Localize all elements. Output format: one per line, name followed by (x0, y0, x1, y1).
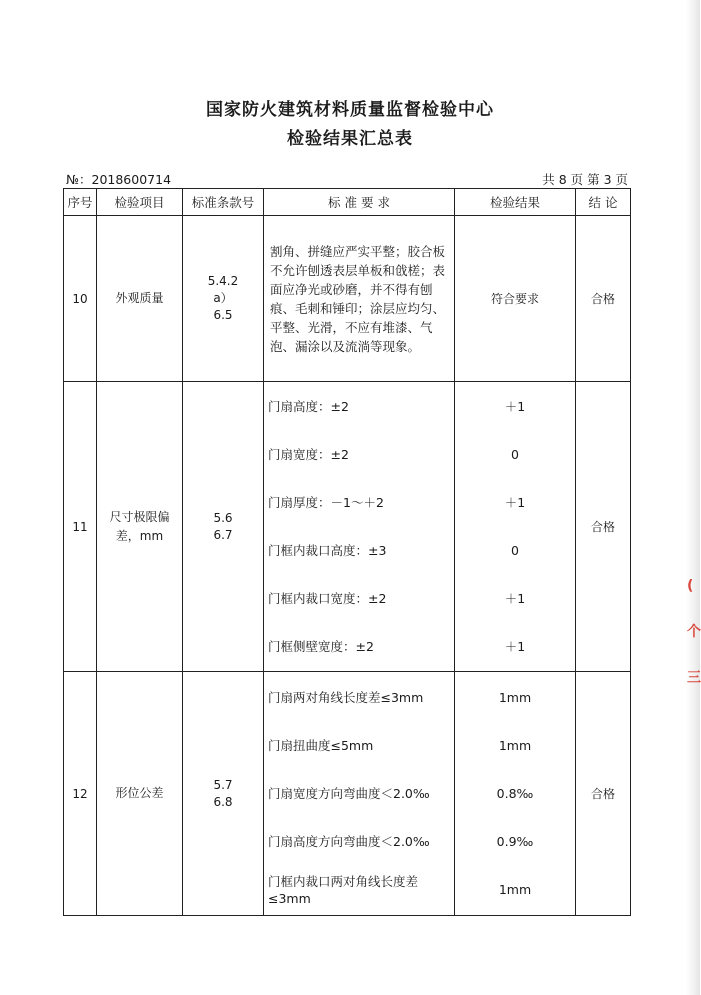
requirement-list (264, 382, 455, 672)
result-list (455, 672, 576, 916)
standard-clause (183, 216, 264, 382)
result-list (455, 382, 576, 672)
requirement-line: 门扇厚度：－1～＋2 (268, 494, 384, 510)
column-header-result: 检验结果 (455, 189, 576, 216)
requirement-text: 割角、拼缝应严实平整；胶合板不允许刨透表层单板和戗槎；表面应净光或砂磨，并不得有刨痕、毛刺和锤印；涂层应均匀、平整、光滑，不应有堆漆、气泡、漏涂以及流淌等现象。 (264, 216, 455, 382)
column-header-clause: 标准条款号 (183, 189, 264, 216)
row-number: 11 (64, 382, 97, 672)
column-header-no: 序号 (64, 189, 97, 216)
clause-line: 6.5 (213, 308, 233, 322)
conclusion: 合格 (576, 672, 631, 916)
row-number: 10 (64, 216, 97, 382)
requirement-list (264, 672, 455, 916)
test-result: 符合要求 (455, 216, 576, 382)
seal-stamp-fragment: ( 个 三 (687, 578, 701, 686)
requirement-line: 门扇两对角线长度差≤3mm (268, 689, 424, 705)
result-value: 0.9‰ (496, 833, 534, 849)
requirement-line: 门框内裁口两对角线长度差≤3mm (268, 873, 419, 906)
column-header-conclusion: 结 论 (576, 189, 631, 216)
clause-line: 5.7 (213, 777, 233, 792)
table-row (64, 216, 631, 382)
result-value: ＋1 (504, 590, 526, 606)
conclusion: 合格 (576, 382, 631, 672)
requirement-line: 门扇扭曲度≤5mm (268, 737, 374, 753)
requirement-line: 门框内裁口宽度：±2 (268, 590, 387, 606)
table-row (64, 382, 631, 672)
conclusion: 合格 (576, 216, 631, 382)
test-item: 尺寸极限偏差，mm (97, 382, 183, 672)
result-value: 1mm (498, 689, 532, 705)
table-row (64, 672, 631, 916)
result-value: ＋1 (504, 494, 526, 510)
requirement-line: 门扇宽度：±2 (268, 446, 349, 462)
clause-line: 6.7 (213, 527, 233, 542)
clause-line: 5.4.2 (207, 274, 239, 288)
report-number: №：2018600714 (66, 172, 172, 187)
table-header-row (64, 189, 631, 216)
requirement-line: 门扇高度方向弯曲度＜2.0‰ (268, 833, 430, 849)
test-item: 形位公差 (97, 672, 183, 916)
clause-line: 6.8 (213, 794, 233, 809)
test-item: 外观质量 (97, 216, 183, 382)
page-edge-shadow (686, 0, 700, 995)
result-value: 1mm (498, 737, 532, 753)
result-value: 0.8‰ (496, 785, 534, 801)
result-value: 0 (511, 446, 519, 462)
column-header-requirement: 标 准 要 求 (264, 189, 455, 216)
clause-line: 5.6 (213, 510, 233, 525)
result-value: ＋1 (504, 398, 526, 414)
document-title: 国家防火建筑材料质量监督检验中心 (206, 100, 494, 120)
result-value: ＋1 (504, 638, 526, 654)
requirement-line: 门框内裁口高度：±3 (268, 542, 387, 558)
page-count: 共 8 页 第 3 页 (542, 172, 628, 187)
result-value: 1mm (498, 881, 532, 897)
standard-clause (183, 382, 264, 672)
clause-line: a） (213, 291, 233, 305)
row-number: 12 (64, 672, 97, 916)
result-value: 0 (511, 542, 519, 558)
requirement-line: 门框侧壁宽度：±2 (268, 638, 374, 654)
standard-clause (183, 672, 264, 916)
requirement-line: 门扇高度：±2 (268, 398, 349, 414)
results-table (63, 188, 631, 916)
document-subtitle: 检验结果汇总表 (287, 129, 413, 149)
column-header-item: 检验项目 (97, 189, 183, 216)
requirement-line: 门扇宽度方向弯曲度＜2.0‰ (268, 785, 430, 801)
